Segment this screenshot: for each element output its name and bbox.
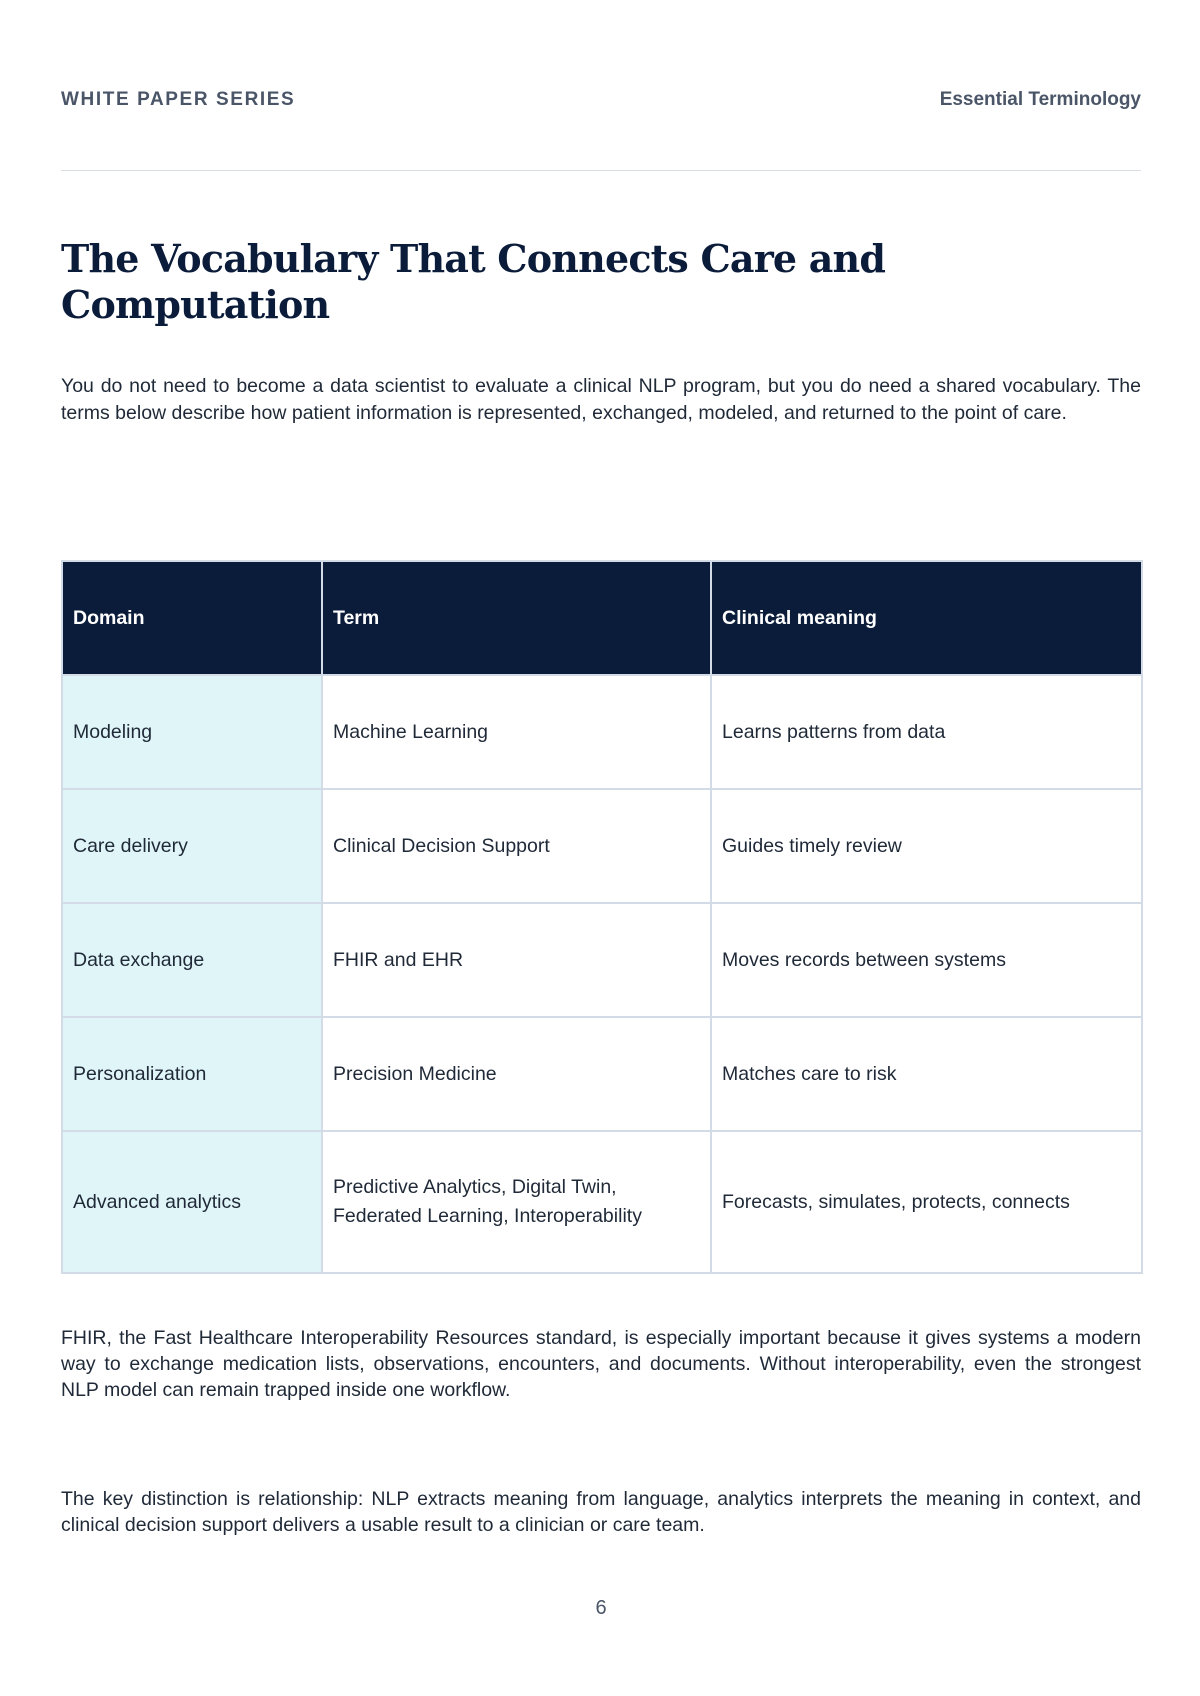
table-row <box>62 789 1142 903</box>
meaning-cell: Learns patterns from data <box>711 675 1142 789</box>
term-cell: Precision Medicine <box>322 1017 711 1131</box>
running-header <box>61 86 1141 114</box>
domain-cell: Data exchange <box>62 903 322 1017</box>
terminology-table <box>61 560 1143 1274</box>
term-cell: FHIR and EHR <box>322 903 711 1017</box>
key-distinction-paragraph: The key distinction is relationship: NLP extracts meaning from language, analytics interprets the meaning in context, and clinical decision support delivers a usable result to a clinician or care team. <box>61 1488 1141 1536</box>
domain-cell: Personalization <box>62 1017 322 1131</box>
table-row <box>62 1017 1142 1131</box>
column-header-meaning: Clinical meaning <box>711 561 1142 675</box>
section-label: Essential Terminology <box>939 89 1141 110</box>
meaning-cell: Moves records between systems <box>711 903 1142 1017</box>
intro-paragraph: You do not need to become a data scientist to evaluate a clinical NLP program, but you do need a shared vocabulary. The terms below describe how patient information is represented, exchanged, modeled, and returned to the point of care. <box>61 375 1141 424</box>
column-header-term: Term <box>322 561 711 675</box>
term-cell: Clinical Decision Support <box>322 789 711 903</box>
column-header-domain: Domain <box>62 561 322 675</box>
table-header-row <box>62 561 1142 675</box>
domain-cell: Modeling <box>62 675 322 789</box>
series-label: WHITE PAPER SERIES <box>61 89 296 110</box>
fhir-paragraph: FHIR, the Fast Healthcare Interoperability Resources standard, is especially important because it gives systems a modern way to exchange medication lists, observations, encounters, and documents. Without interoperability, even the strongest NLP model can remain trapped inside one workflow. <box>61 1327 1141 1401</box>
term-cell: Predictive Analytics, Digital Twin, Federated Learning, Interoperability <box>322 1131 711 1273</box>
meaning-cell: Guides timely review <box>711 789 1142 903</box>
domain-cell: Care delivery <box>62 789 322 903</box>
meaning-cell: Forecasts, simulates, protects, connects <box>711 1131 1142 1273</box>
table-row <box>62 1131 1142 1273</box>
table-row <box>62 903 1142 1017</box>
domain-cell: Advanced analytics <box>62 1131 322 1273</box>
meaning-cell: Matches care to risk <box>711 1017 1142 1131</box>
page-number: 6 <box>595 1597 607 1619</box>
table-row <box>62 675 1142 789</box>
page-title: The Vocabulary That Connects Care and Computation <box>61 236 886 327</box>
header-divider <box>61 170 1141 171</box>
term-cell: Machine Learning <box>322 675 711 789</box>
